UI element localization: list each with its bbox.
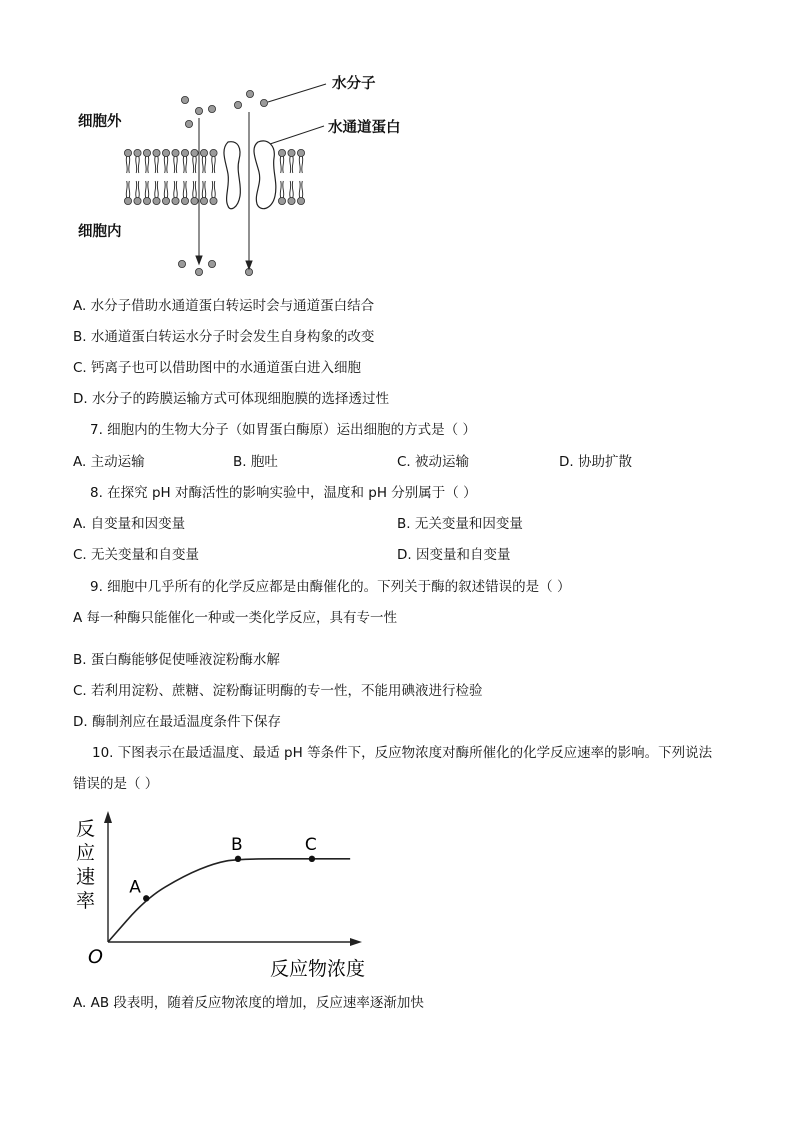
phospholipid-outer (143, 149, 150, 173)
phospholipid-inner (124, 181, 131, 205)
point-a (143, 895, 149, 901)
q10-stem-line2: 错误的是（ ） (73, 776, 159, 792)
q9-option-d: D. 酶制剂应在最适温度条件下保存 (73, 714, 281, 730)
phospholipid-inner (162, 181, 169, 205)
phospholipid-inner (191, 181, 198, 205)
phospholipid-inner (134, 181, 141, 205)
membrane-lipids-top (124, 149, 304, 173)
q9-option-a: A 每一种酶只能催化一种或一类化学反应，具有专一性 (73, 610, 398, 626)
phospholipid-outer (278, 149, 285, 173)
water-molecules-outside (181, 90, 267, 127)
reaction-rate-chart (70, 805, 390, 985)
channel-protein-right (254, 141, 276, 209)
membrane-diagram (70, 60, 430, 285)
q6-option-c: C. 钙离子也可以借助图中的水通道蛋白进入细胞 (73, 360, 362, 376)
label-outside: 细胞外 (78, 114, 122, 130)
phospholipid-inner (278, 181, 285, 205)
reaction-rate-chart-svg (70, 805, 390, 985)
origin-label: O (88, 946, 103, 968)
phospholipid-inner (181, 181, 188, 205)
phospholipid-inner (143, 181, 150, 205)
q7-option-d: D. 协助扩散 (559, 454, 632, 470)
point-label-b: B (231, 834, 243, 855)
q8-stem: 8. 在探究 pH 对酶活性的影响实验中，温度和 pH 分别属于（ ） (90, 485, 477, 501)
q7-option-a: A. 主动运输 (73, 454, 145, 470)
phospholipid-outer (153, 149, 160, 173)
y-axis-label-3: 速 (76, 866, 96, 888)
phospholipid-outer (124, 149, 131, 173)
label-inside: 细胞内 (78, 224, 122, 240)
y-axis-label-1: 反 (76, 818, 96, 840)
point-b (235, 856, 241, 862)
q7-stem: 7. 细胞内的生物大分子（如胃蛋白酶原）运出细胞的方式是（ ） (90, 422, 476, 438)
point-c (309, 856, 315, 862)
phospholipid-inner (153, 181, 160, 205)
q8-option-a: A. 自变量和因变量 (73, 516, 186, 532)
x-axis-arrow (350, 938, 362, 946)
q7-option-b: B. 胞吐 (233, 454, 278, 470)
phospholipid-inner (210, 181, 217, 205)
point-label-a: A (129, 877, 141, 898)
q6-option-a: A. 水分子借助水通道蛋白转运时会与通道蛋白结合 (73, 298, 375, 314)
phospholipid-outer (172, 149, 179, 173)
phospholipid-outer (134, 149, 141, 173)
y-axis-label-2: 应 (76, 842, 96, 864)
x-axis-label: 反应物浓度 (270, 958, 366, 980)
phospholipid-outer (200, 149, 207, 173)
q9-stem: 9. 细胞中几乎所有的化学反应都是由酶催化的。下列关于酶的叙述错误的是（ ） (90, 579, 571, 595)
phospholipid-outer (210, 149, 217, 173)
label-water: 水分子 (332, 76, 376, 92)
membrane-lipids-bottom (124, 181, 304, 205)
phospholipid-inner (200, 181, 207, 205)
phospholipid-inner (172, 181, 179, 205)
y-axis-label-4: 率 (76, 890, 96, 912)
phospholipid-outer (181, 149, 188, 173)
channel-protein-left (224, 142, 240, 209)
phospholipid-outer (288, 149, 295, 173)
phospholipid-outer (297, 149, 304, 173)
water-molecules-inside (178, 260, 252, 275)
phospholipid-inner (288, 181, 295, 205)
q10-stem-line1: 10. 下图表示在最适温度、最适 pH 等条件下，反应物浓度对酶所催化的化学反应速率的影响。下列说法 (92, 745, 713, 761)
q9-option-b: B. 蛋白酶能够促使唾液淀粉酶水解 (73, 652, 280, 668)
q7-option-c: C. 被动运输 (397, 454, 470, 470)
q6-option-d: D. 水分子的跨膜运输方式可体现细胞膜的选择透过性 (73, 391, 389, 407)
membrane-figure (70, 60, 430, 285)
phospholipid-outer (162, 149, 169, 173)
q8-option-b: B. 无关变量和因变量 (397, 516, 523, 532)
phospholipid-inner (297, 181, 304, 205)
label-channel: 水通道蛋白 (328, 120, 401, 136)
q10-option-a: A. AB 段表明，随着反应物浓度的增加，反应速率逐渐加快 (73, 995, 424, 1011)
phospholipid-outer (191, 149, 198, 173)
q8-option-d: D. 因变量和自变量 (397, 547, 511, 563)
q9-option-c: C. 若利用淀粉、蔗糖、淀粉酶证明酶的专一性，不能用碘液进行检验 (73, 683, 483, 699)
q6-option-b: B. 水通道蛋白转运水分子时会发生自身构象的改变 (73, 329, 375, 345)
point-label-c: C (304, 834, 317, 855)
y-axis-arrow (104, 811, 112, 823)
channel-leader-line (270, 126, 324, 144)
water-leader-line (268, 84, 326, 102)
transport-arrows (196, 112, 252, 269)
q8-option-c: C. 无关变量和自变量 (73, 547, 200, 563)
